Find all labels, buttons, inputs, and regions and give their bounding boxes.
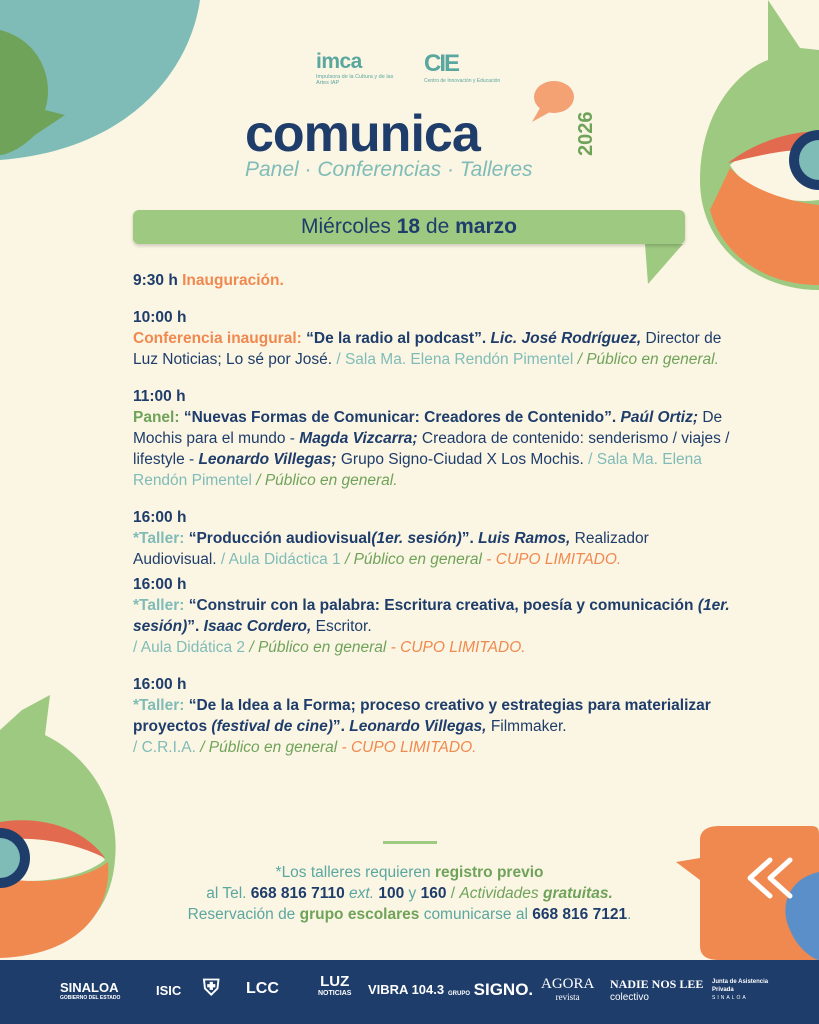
- event-venue: / Sala Ma. Elena Rendón Pimentel: [133, 451, 702, 489]
- event-title: “Nuevas Formas de Comunicar: Creadores de Contenido”.: [183, 409, 617, 426]
- event-item: [133, 386, 733, 491]
- footer-line3-c: comunicarse al: [423, 906, 528, 923]
- event-type: Conferencia inaugural:: [133, 330, 302, 347]
- sponsor-jap-sub: SINALOA: [712, 995, 748, 1001]
- event-time: 16:00 h: [133, 509, 187, 526]
- footer-line1-a: *Los talleres requieren: [275, 864, 431, 881]
- event-venue: / C.R.I.A.: [133, 739, 196, 756]
- footer-slash: /: [450, 885, 456, 902]
- event-type: Inauguración.: [182, 272, 284, 289]
- event-audience: / Público en general.: [577, 351, 719, 368]
- event-audience: / Público en general: [200, 739, 338, 756]
- date-weekday: Miércoles: [301, 215, 391, 238]
- event-venue: / Sala Ma. Elena Rendón Pimentel: [336, 351, 574, 368]
- event-title: “Producción audiovisual: [188, 530, 372, 547]
- sponsor-signo-name: SIGNO.: [473, 980, 534, 999]
- event-time: 11:00 h: [133, 388, 186, 405]
- footer-line3-b: grupo escolares: [299, 906, 420, 923]
- event-item: [133, 270, 733, 291]
- date-day: 18: [396, 215, 421, 238]
- imca-logo-word: imca: [316, 50, 362, 73]
- event-title-end: ”.: [332, 718, 345, 735]
- phone-number[interactable]: 668 816 7110: [250, 885, 345, 902]
- panelist-name: Paúl Ortiz;: [620, 409, 699, 426]
- panelist-role: Creadora de contenido: senderismo / viajes / lifestyle -: [133, 430, 730, 468]
- event-type: Panel:: [133, 409, 180, 426]
- sponsor-signo: [448, 980, 533, 1000]
- event-speaker: Lic. José Rodríguez,: [490, 330, 642, 347]
- event-time: 9:30 h: [133, 272, 178, 289]
- cie-logo-sub: Centro de Innovación y Educación: [424, 78, 501, 84]
- event-venue: / Aula Didática 2: [133, 639, 246, 656]
- phone-number[interactable]: 668 816 7121: [532, 906, 628, 923]
- date-month: marzo: [455, 215, 517, 238]
- sponsor-vibra: VIBRA 104.3: [368, 982, 445, 997]
- panelist-name: Magda Vizcarra;: [299, 430, 418, 447]
- event-type: *Taller:: [133, 530, 185, 547]
- footer-line2-a: al Tel.: [206, 885, 247, 902]
- event-title: “Construir con la palabra: Escritura creativa, poesía y comunicación: [188, 597, 694, 614]
- page-subtitle: Panel · Conferencias · Talleres: [245, 158, 533, 181]
- sponsor-agora-sub: revista: [555, 992, 580, 1002]
- panelist-role: Grupo Signo-Ciudad X Los Mochis.: [340, 451, 584, 468]
- sponsor-signo-pre: GRUPO: [448, 991, 471, 997]
- sponsor-lcc: LCC: [246, 980, 279, 997]
- event-audience: / Público en general: [344, 551, 482, 568]
- sponsor-shield-icon: ⛨: [203, 975, 220, 1000]
- event-cupo: - CUPO LIMITADO.: [341, 739, 477, 756]
- sponsor-luz-sub: NOTICIAS: [318, 990, 352, 997]
- event-title-end: ”.: [461, 530, 474, 547]
- footer-gratuitas: gratuitas.: [542, 885, 613, 902]
- schedule-list: [133, 270, 733, 774]
- event-time: 16:00 h: [133, 676, 187, 693]
- event-item: [133, 307, 733, 370]
- sponsor-agora-name: AGORA: [541, 976, 595, 992]
- footer-y: y: [408, 885, 417, 902]
- sponsor-luz: [318, 973, 352, 1000]
- event-session: (1er. sesión): [371, 530, 462, 547]
- event-time: 10:00 h: [133, 309, 187, 326]
- sponsor-sinaloa: [60, 980, 120, 1001]
- date-de: de: [425, 215, 450, 238]
- event-role: Escritor.: [315, 618, 372, 635]
- event-item: [133, 674, 733, 758]
- event-audience: / Público en general.: [256, 472, 398, 489]
- event-role: Realizador Audiovisual.: [133, 530, 649, 568]
- event-audience: / Público en general: [249, 639, 387, 656]
- top-logos: [316, 50, 516, 90]
- event-item: [133, 574, 733, 658]
- sponsor-nadie-sub: colectivo: [610, 992, 649, 1003]
- sponsor-jap-name: Junta de Asistencia Privada: [712, 979, 769, 993]
- sponsor-sinaloa-sub: GOBIERNO DEL ESTADO: [60, 995, 121, 1001]
- year-text: 2026: [575, 111, 597, 156]
- event-title: “De la radio al podcast”.: [306, 330, 487, 347]
- event-type: *Taller:: [133, 697, 185, 714]
- footer-info: [0, 862, 819, 925]
- imca-logo: [316, 50, 396, 86]
- event-role: Director de Luz Noticias; Lo sé por José.: [133, 330, 722, 368]
- sponsor-nadie: [610, 978, 703, 1004]
- footer-line3-end: .: [627, 906, 632, 923]
- event-speaker: Leonardo Villegas,: [349, 718, 487, 735]
- sponsor-isic: ISIC: [156, 983, 182, 998]
- footer-line1-b: registro previo: [434, 864, 544, 881]
- panelist-role: De Mochis para el mundo -: [133, 409, 723, 447]
- footer-line3-a: Reservación de: [187, 906, 296, 923]
- sponsor-luz-name: LUZ: [320, 973, 350, 990]
- sponsor-jap: [712, 978, 772, 1002]
- footer-ext-1: 100: [378, 885, 405, 902]
- footer-ext: ext.: [349, 885, 375, 902]
- cie-logo-word: CIE: [424, 50, 459, 77]
- event-speaker: Isaac Cordero,: [203, 618, 312, 635]
- event-title-end: ”.: [187, 618, 200, 635]
- footer-actividades: Actividades: [459, 885, 539, 902]
- event-type: *Taller:: [133, 597, 185, 614]
- event-time: 16:00 h: [133, 576, 187, 593]
- sponsor-agora: [541, 978, 594, 1004]
- section-divider: [383, 841, 437, 844]
- event-cupo: - CUPO LIMITADO.: [390, 639, 526, 656]
- event-item: [133, 507, 733, 570]
- sponsor-sinaloa-name: SINALOA: [60, 980, 119, 995]
- cie-logo: [424, 50, 500, 84]
- panelist-name: Leonardo Villegas;: [198, 451, 337, 468]
- date-banner: [133, 210, 685, 244]
- imca-logo-sub: Impulsora de la Cultura y de las Artes IAP: [316, 74, 394, 86]
- event-session: (festival de cine): [211, 718, 333, 735]
- page-title: comunica: [245, 105, 480, 163]
- event-role: Filmmaker.: [490, 718, 567, 735]
- footer-ext-2: 160: [420, 885, 447, 902]
- event-venue: / Aula Didáctica 1: [220, 551, 341, 568]
- year-label: [572, 100, 602, 160]
- event-title: “De la Idea a la Forma; proceso creativo y estrategias para materializar proyectos: [133, 697, 711, 735]
- event-session: (1er. sesión): [133, 597, 730, 635]
- sponsor-nadie-name: NADIE NOS LEE: [610, 977, 704, 991]
- event-speaker: Luis Ramos,: [478, 530, 571, 547]
- event-cupo: - CUPO LIMITADO.: [486, 551, 622, 568]
